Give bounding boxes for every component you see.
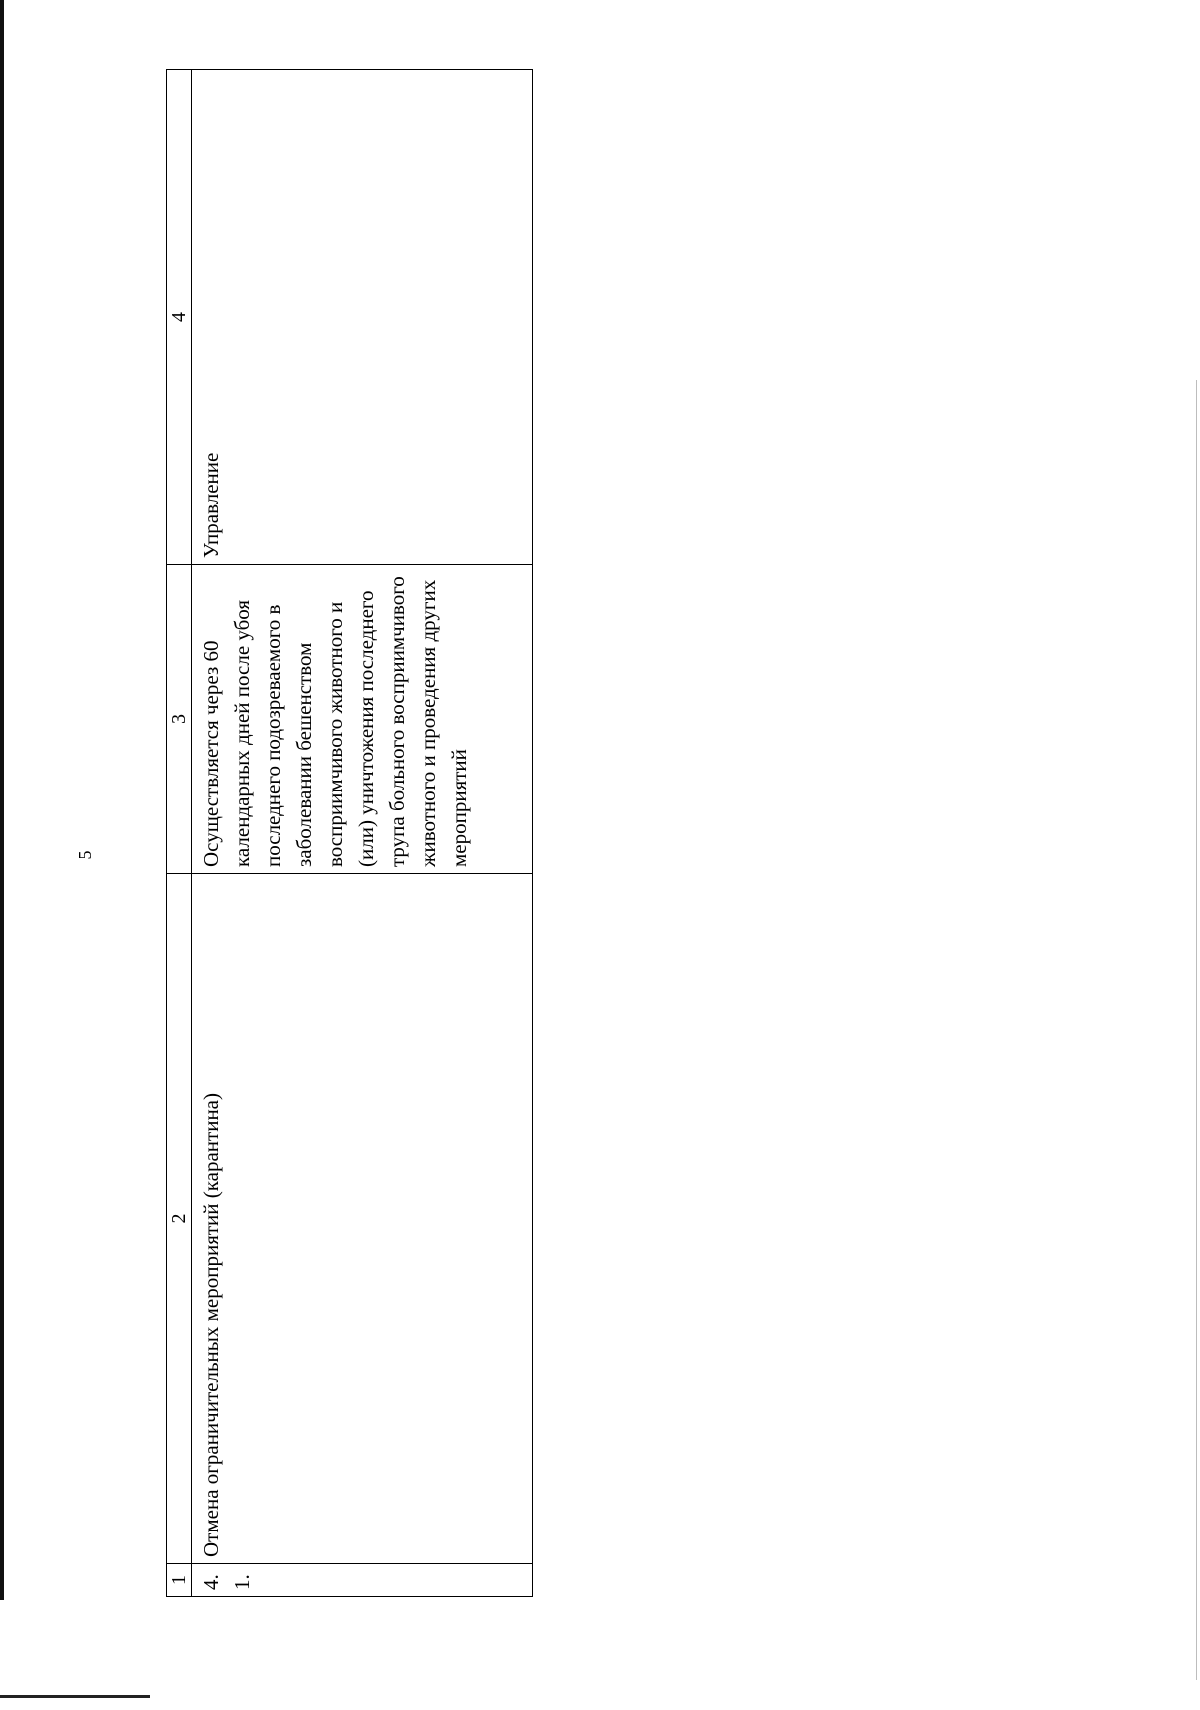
header-cell-2: 2 (167, 874, 192, 1564)
row-number-cell: 4.1. (192, 1564, 533, 1597)
scan-edge-left (0, 0, 4, 1600)
header-cell-3: 3 (167, 565, 192, 874)
table-row (192, 70, 533, 1597)
scan-edge-bottom (0, 1695, 150, 1698)
measures-table (166, 69, 533, 1597)
page-number: 5 (75, 850, 95, 860)
header-cell-1: 1 (167, 1564, 192, 1597)
measure-name-cell: Отмена ограничительных мероприятий (карантина) (192, 874, 533, 1564)
table-header-row (167, 70, 192, 1597)
responsible-cell: Управление (192, 70, 533, 565)
header-cell-4: 4 (167, 70, 192, 565)
rotated-table-container (166, 70, 533, 1597)
scan-edge-right (1196, 380, 1197, 1680)
timing-cell: Осуществляется через 60 календарных дней после убоя последнего подозреваемого в заболевании бешенством восприимчивого животного и (или) уничтожения последнего трупа больного восприимчивого животного и проведения других мероприятий (192, 565, 533, 874)
